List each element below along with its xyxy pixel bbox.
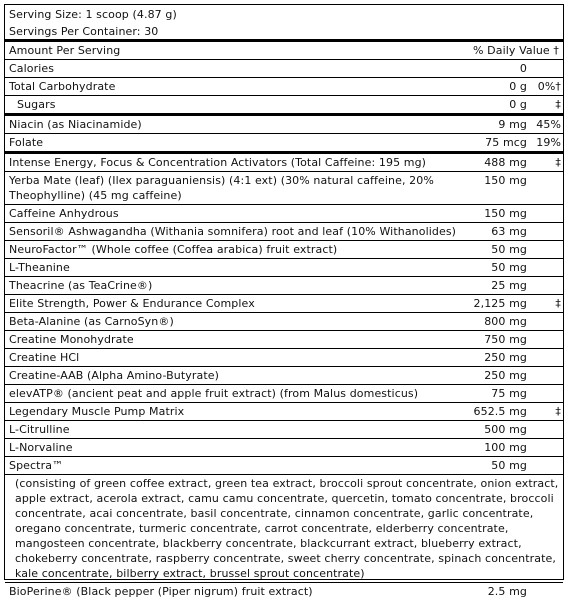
nutrient-amount: 0 g (509, 80, 527, 93)
table-row (5, 172, 563, 205)
nutrient-amount: 150 mg (484, 174, 527, 187)
nutrient-amount: 250 mg (484, 351, 527, 364)
nutrient-dv (527, 439, 563, 456)
nutrient-name: L-Theanine (9, 261, 70, 274)
nutrient-dv (527, 367, 563, 384)
nutrient-name: Calories (9, 62, 55, 75)
nutrient-name: Theacrine (as TeaCrine®) (9, 279, 153, 292)
nutrient-name: Total Carbohydrate (9, 80, 116, 93)
spectra-ingredients-note: (consisting of green coffee extract, green tea extract, broccoli sprout concentrate, onion extract, apple extract, acerola extract, camu camu concentrate, quercetin, tomato concentrate, broccoli concentrate, acai concentrate, basil concentrate, cinnamon concentrate, garlic concentrate, oregano concentrate, turmeric concentrate, carrot concentrate, elderberry concentrate, mangosteen concentrate, blackberry concentrate, blackcurrant extract, blueberry extract, chokeberry concentrate, raspberry concentrate, sweet cherry concentrate, spinach concentrate, kale concentrate, bilberry extract, brussel sprout concentrate) (5, 475, 563, 583)
nutrient-dv: ‡ (555, 405, 561, 418)
nutrient-amount: 652.5 mg (473, 405, 527, 418)
nutrient-name: Creatine-AAB (Alpha Amino-Butyrate) (9, 369, 220, 382)
nutrient-amount: 250 mg (484, 369, 527, 382)
nutrient-name: Sugars (17, 98, 56, 111)
nutrient-dv (527, 385, 563, 402)
nutrient-name: Legendary Muscle Pump Matrix (9, 405, 185, 418)
nutrient-dv (527, 583, 563, 600)
nutrient-amount: 2.5 mg (487, 585, 527, 598)
nutrient-dv (527, 60, 563, 77)
nutrient-amount: 800 mg (484, 315, 527, 328)
nutrient-name: L-Norvaline (9, 441, 73, 454)
nutrient-dv: 45% (536, 118, 561, 131)
nutrient-name: BioPerine® (Black pepper (Piper nigrum) fruit extract) (9, 585, 313, 598)
nutrient-dv (527, 172, 563, 204)
nutrient-dv (527, 349, 563, 366)
table-row (5, 349, 563, 367)
table-row (5, 60, 563, 78)
nutrient-amount: 100 mg (484, 441, 527, 454)
nutrient-name: Niacin (as Niacinamide) (9, 118, 142, 131)
nutrient-amount: 500 mg (484, 423, 527, 436)
nutrient-name: Creatine HCl (9, 351, 80, 364)
table-row (5, 331, 563, 349)
nutrient-amount: 750 mg (484, 333, 527, 346)
nutrient-dv (527, 277, 563, 294)
nutrient-amount: 50 mg (491, 459, 527, 472)
nutrient-name: Yerba Mate (leaf) (Ilex paraguaniensis) (4:1 ext) (30% natural caffeine, 20% Theophylline) (45 mg caffeine) (9, 174, 434, 202)
table-row (5, 78, 563, 96)
nutrient-dv (527, 241, 563, 258)
amount-per-serving-label: Amount Per Serving (9, 44, 121, 57)
nutrient-name: Beta-Alanine (as CarnoSyn®) (9, 315, 174, 328)
nutrient-name: Elite Strength, Power & Endurance Complex (9, 297, 255, 310)
nutrient-dv (527, 259, 563, 276)
nutrient-name: Intense Energy, Focus & Concentration Activators (Total Caffeine: 195 mg) (9, 156, 427, 169)
table-row (5, 421, 563, 439)
nutrient-dv: 19% (536, 136, 561, 149)
table-row (5, 439, 563, 457)
nutrient-dv (527, 457, 563, 474)
nutrient-dv: 0%† (537, 80, 561, 93)
nutrient-name: L-Citrulline (9, 423, 70, 436)
nutrient-name: NeuroFactor™ (Whole coffee (Coffea arabica) fruit extract) (9, 243, 338, 256)
table-header-row (5, 42, 563, 60)
nutrient-dv (527, 205, 563, 222)
table-row (5, 154, 563, 172)
nutrient-dv: ‡ (555, 156, 561, 169)
nutrient-dv: ‡ (555, 98, 561, 111)
nutrient-dv (527, 313, 563, 330)
nutrient-amount: 0 (519, 62, 527, 75)
table-row (5, 277, 563, 295)
table-row (5, 116, 563, 134)
table-row (5, 295, 563, 313)
table-row (5, 403, 563, 421)
nutrient-name: Sensoril® Ashwagandha (Withania somnifera) root and leaf (10% Withanolides) (9, 225, 457, 238)
nutrient-amount: 63 mg (491, 225, 527, 238)
table-row (5, 385, 563, 403)
nutrient-dv (527, 421, 563, 438)
nutrient-amount: 2,125 mg (473, 297, 527, 310)
nutrient-dv (527, 223, 563, 240)
table-row (5, 457, 563, 475)
nutrient-name: Folate (9, 136, 44, 149)
nutrient-amount: 50 mg (491, 243, 527, 256)
nutrient-amount: 25 mg (491, 279, 527, 292)
table-row (5, 313, 563, 331)
table-row (5, 583, 563, 600)
supplement-facts-panel (4, 4, 564, 598)
nutrient-amount: 75 mcg (485, 136, 527, 149)
nutrient-amount: 75 mg (491, 387, 527, 400)
nutrient-name: Spectra™ (9, 459, 64, 472)
nutrient-dv (527, 331, 563, 348)
nutrient-amount: 488 mg (484, 156, 527, 169)
servings-per-container: Servings Per Container: 30 (5, 22, 563, 42)
nutrient-name: Creatine Monohydrate (9, 333, 134, 346)
nutrient-amount: 0 g (509, 98, 527, 111)
nutrient-name: Caffeine Anhydrous (9, 207, 119, 220)
nutrient-amount: 9 mg (498, 118, 527, 131)
nutrient-amount: 50 mg (491, 261, 527, 274)
table-row (5, 241, 563, 259)
daily-value-label: % Daily Value † (473, 44, 559, 57)
table-row (5, 205, 563, 223)
serving-size: Serving Size: 1 scoop (4.87 g) (9, 8, 177, 21)
table-row (5, 134, 563, 154)
nutrient-amount: 150 mg (484, 207, 527, 220)
nutrient-dv: ‡ (555, 297, 561, 310)
table-row (5, 223, 563, 241)
table-row (5, 367, 563, 385)
table-row (5, 259, 563, 277)
nutrient-name: elevATP® (ancient peat and apple fruit extract) (from Malus domesticus) (9, 387, 419, 400)
table-row (5, 96, 563, 116)
